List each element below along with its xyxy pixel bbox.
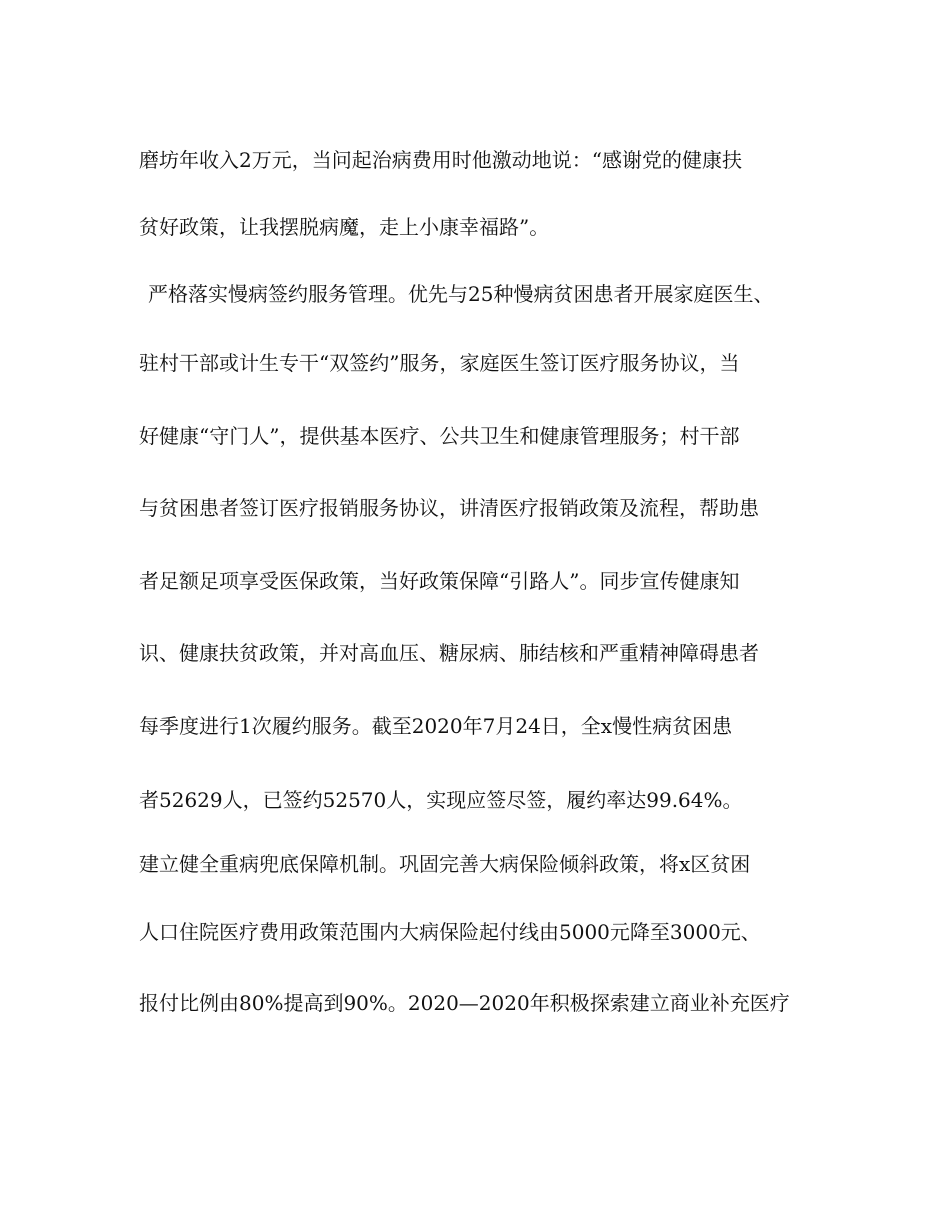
- text-line-6: 与贫困患者签订医疗报销服务协议，讲清医疗报销政策及流程，帮助患: [139, 496, 759, 520]
- text-line-10: 者52629人，已签约52570人，实现应签尽签，履约率达99.64%。: [139, 788, 743, 812]
- text-line-13: 报付比例由80%提高到90%。2020—2020年积极探索建立商业补充医疗: [139, 991, 790, 1015]
- text-line-4: 驻村干部或计生专干“双签约”服务，家庭医生签订医疗服务协议，当: [139, 351, 740, 375]
- text-line-5: 好健康“守门人”，提供基本医疗、公共卫生和健康管理服务；村干部: [139, 424, 740, 448]
- text-line-2: 贫好政策，让我摆脱病魔，走上小康幸福路”。: [139, 215, 550, 239]
- text-line-1: 磨坊年收入2万元，当问起治病费用时他激动地说：“感谢党的健康扶: [139, 148, 742, 172]
- text-line-8: 识、健康扶贫政策，并对高血压、糖尿病、肺结核和严重精神障碍患者: [139, 641, 759, 665]
- text-line-9: 每季度进行1次履约服务。截至2020年7月24日，全x慢性病贫困患: [139, 714, 733, 738]
- text-line-12: 人口住院医疗费用政策范围内大病保险起付线由5000元降至3000元、: [139, 920, 761, 944]
- text-line-3: 严格落实慢病签约服务管理。优先与25种慢病贫困患者开展家庭医生、: [148, 282, 774, 306]
- text-line-11: 建立健全重病兜底保障机制。巩固完善大病保险倾斜政策，将x区贫困: [139, 852, 751, 876]
- text-line-7: 者足额足项享受医保政策，当好政策保障“引路人”。同步宣传健康知: [139, 569, 740, 593]
